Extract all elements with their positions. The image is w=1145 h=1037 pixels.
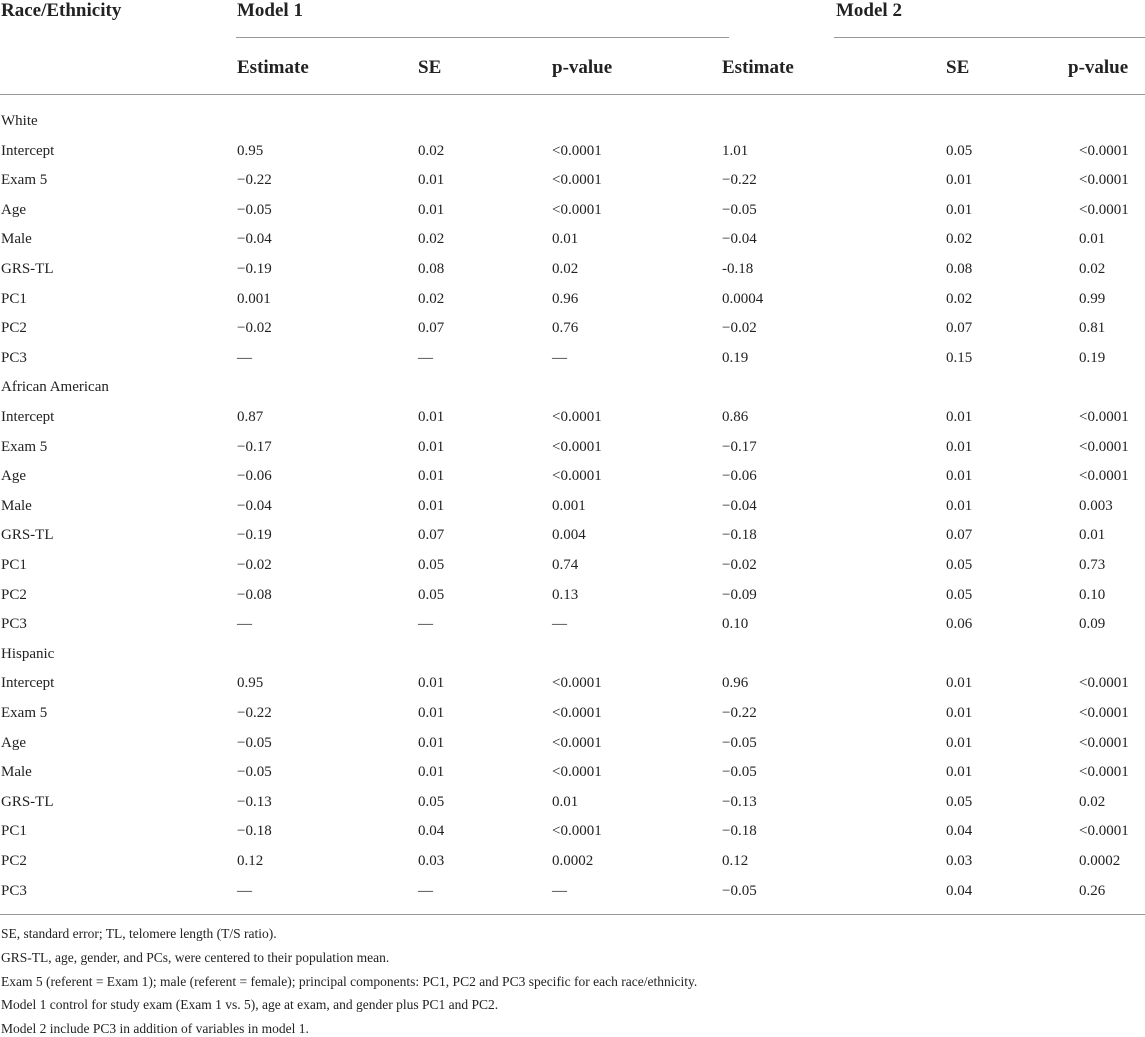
m1-se-cell: 0.01 <box>418 438 445 455</box>
m2-pvalue-cell: 0.01 <box>1079 527 1106 544</box>
header-bottom-rule <box>0 94 1145 95</box>
m2-se-cell: 0.06 <box>946 616 973 633</box>
model1-header: Model 1 <box>237 0 303 21</box>
m1-se-cell: — <box>418 616 433 633</box>
m2-pvalue-cell: 0.09 <box>1079 616 1106 633</box>
row-label-cell: PC3 <box>1 349 27 366</box>
m1-se-cell: — <box>418 882 433 899</box>
m2-pvalue-cell: <0.0001 <box>1079 823 1129 840</box>
m1-se-cell: 0.02 <box>418 290 445 307</box>
m2-se-cell: 0.04 <box>946 882 973 899</box>
footnote: Model 1 control for study exam (Exam 1 vs. 5), age at exam, and gender plus PC1 and PC2. <box>1 997 499 1012</box>
footnote: SE, standard error; TL, telomere length (T/S ratio). <box>1 926 277 941</box>
m1-se-cell: 0.01 <box>418 734 445 751</box>
m2-pvalue-cell: <0.0001 <box>1079 734 1129 751</box>
m2-se-cell: 0.01 <box>946 468 973 485</box>
m1-pvalue-cell: 0.01 <box>552 793 579 810</box>
m2-estimate-cell: −0.02 <box>722 557 757 573</box>
row-label-cell: Male <box>1 231 32 248</box>
row-label-cell: PC3 <box>1 882 27 899</box>
m2-pvalue-cell: 0.02 <box>1079 261 1106 277</box>
m1-se-cell: 0.01 <box>418 764 445 781</box>
m2-pvalue-cell: 0.01 <box>1079 231 1106 248</box>
row-label-cell: PC1 <box>1 557 27 573</box>
m2-pvalue-cell: 0.10 <box>1079 586 1106 603</box>
m2-pvalue-cell: 0.99 <box>1079 290 1106 307</box>
m2-estimate-cell: 0.12 <box>722 853 749 869</box>
m2-se-cell: 0.05 <box>946 793 973 810</box>
m1-pvalue-cell: 0.001 <box>552 497 586 514</box>
footnote: GRS-TL, age, gender, and PCs, were centered to their population mean. <box>1 950 390 965</box>
row-label-cell: PC2 <box>1 853 27 869</box>
m1-pvalue-cell: 0.76 <box>552 320 579 337</box>
row-label-cell: PC1 <box>1 290 27 307</box>
row-label-cell: GRS-TL <box>1 527 54 544</box>
m1-se-cell: — <box>418 349 433 366</box>
m1-se-cell: 0.01 <box>418 409 445 425</box>
footnote: Exam 5 (referent = Exam 1); male (referent = female); principal components: PC1, PC2 and PC3 specific for each race/ethnicity. <box>1 974 698 989</box>
m2-estimate-cell: −0.04 <box>722 231 757 248</box>
group-label: White <box>1 113 38 129</box>
m1-estimate-cell: −0.13 <box>237 793 272 810</box>
m2-pvalue-cell: <0.0001 <box>1079 142 1129 159</box>
m1-estimate-cell: −0.22 <box>237 172 272 189</box>
m1-estimate-cell: 0.95 <box>237 675 264 692</box>
m1-pvalue-cell: <0.0001 <box>552 409 602 425</box>
m2-estimate-cell: -0.18 <box>722 261 754 277</box>
m1-pvalue-cell: <0.0001 <box>552 468 602 485</box>
table-bottom-rule <box>0 914 1145 915</box>
row-label-cell: Exam 5 <box>1 172 48 189</box>
m1-pvalue-cell: 0.0002 <box>552 853 594 869</box>
m2-pvalue-cell: <0.0001 <box>1079 675 1129 692</box>
m2-se-cell: 0.05 <box>946 557 973 573</box>
m1-pvalue-cell: <0.0001 <box>552 675 602 692</box>
m2-pvalue-cell: <0.0001 <box>1079 409 1129 425</box>
m1-pvalue-cell: — <box>552 616 567 633</box>
m2-estimate-cell: −0.05 <box>722 734 757 751</box>
row-label-cell: Male <box>1 764 32 781</box>
m2-pvalue-cell: 0.003 <box>1079 497 1113 514</box>
m2-se-cell: 0.03 <box>946 853 973 869</box>
m1-pvalue-cell: <0.0001 <box>552 142 602 159</box>
m2-pvalue-cell: 0.19 <box>1079 349 1106 366</box>
m2-estimate-cell: −0.06 <box>722 468 757 485</box>
m1-se-cell: 0.07 <box>418 527 445 544</box>
row-label-cell: PC2 <box>1 320 27 337</box>
m2-pvalue-cell: <0.0001 <box>1079 705 1129 721</box>
group-label: African American <box>1 379 109 396</box>
row-label-cell: Intercept <box>1 675 55 692</box>
group-label: Hispanic <box>1 645 55 662</box>
m1-estimate-cell: −0.08 <box>237 586 272 603</box>
m2-estimate-cell: −0.13 <box>722 793 757 810</box>
m1-estimate-cell: −0.02 <box>237 320 272 337</box>
model1-underline <box>236 37 729 38</box>
m2-estimate-cell: 0.19 <box>722 349 749 366</box>
m2-pvalue-cell: 0.0002 <box>1079 853 1121 869</box>
m2-se-cell: 0.04 <box>946 823 973 840</box>
m2-se-cell: 0.07 <box>946 527 973 544</box>
m1-estimate-cell: −0.04 <box>237 231 272 248</box>
m1-estimate-cell: 0.12 <box>237 853 264 869</box>
m1-pvalue-cell: <0.0001 <box>552 705 602 721</box>
m1-estimate-cell: −0.05 <box>237 734 272 751</box>
m2-estimate-cell: 0.86 <box>722 409 749 425</box>
m1-estimate-cell: −0.19 <box>237 261 272 277</box>
m2-estimate-cell: 0.0004 <box>722 290 764 307</box>
m1-estimate-header: Estimate <box>237 57 309 78</box>
m2-se-cell: 0.01 <box>946 438 973 455</box>
m2-se-header: SE <box>946 57 970 78</box>
m1-pvalue-cell: 0.13 <box>552 586 579 603</box>
m2-estimate-cell: −0.22 <box>722 705 757 721</box>
m1-se-cell: 0.08 <box>418 261 445 277</box>
m1-se-cell: 0.01 <box>418 468 445 485</box>
m1-pvalue-cell: 0.004 <box>552 527 586 544</box>
m1-se-cell: 0.01 <box>418 675 445 692</box>
m1-estimate-cell: −0.19 <box>237 527 272 544</box>
m2-se-cell: 0.05 <box>946 586 973 603</box>
m2-estimate-cell: −0.05 <box>722 201 757 218</box>
footnote: Model 2 include PC3 in addition of variables in model 1. <box>1 1021 309 1036</box>
m2-estimate-cell: −0.04 <box>722 497 757 514</box>
m2-se-cell: 0.01 <box>946 172 973 189</box>
m2-pvalue-cell: <0.0001 <box>1079 172 1129 189</box>
m2-pvalue-cell: <0.0001 <box>1079 438 1129 455</box>
m2-pvalue-cell: 0.73 <box>1079 557 1106 573</box>
m1-estimate-cell: — <box>237 882 252 899</box>
m1-se-cell: 0.01 <box>418 705 445 721</box>
m1-estimate-cell: −0.06 <box>237 468 272 485</box>
m1-estimate-cell: −0.22 <box>237 705 272 721</box>
m2-estimate-cell: −0.09 <box>722 586 757 603</box>
m1-pvalue-cell: <0.0001 <box>552 734 602 751</box>
m2-se-cell: 0.01 <box>946 764 973 781</box>
m2-pvalue-cell: <0.0001 <box>1079 764 1129 781</box>
m1-estimate-cell: 0.87 <box>237 409 264 425</box>
row-label-cell: Age <box>1 201 26 218</box>
m1-se-cell: 0.04 <box>418 823 445 840</box>
m1-pvalue-cell: <0.0001 <box>552 172 602 189</box>
model2-header: Model 2 <box>836 0 902 21</box>
m1-pvalue-cell: <0.0001 <box>552 823 602 840</box>
row-label-cell: Age <box>1 734 26 751</box>
row-label-cell: Exam 5 <box>1 438 48 455</box>
m1-pvalue-cell: <0.0001 <box>552 201 602 218</box>
m1-estimate-cell: 0.95 <box>237 142 264 159</box>
m2-se-cell: 0.01 <box>946 675 973 692</box>
m1-se-cell: 0.01 <box>418 172 445 189</box>
m2-se-cell: 0.01 <box>946 705 973 721</box>
m2-se-cell: 0.01 <box>946 201 973 218</box>
row-label-cell: PC1 <box>1 823 27 840</box>
m2-estimate-cell: −0.05 <box>722 764 757 781</box>
m2-pvalue-cell: 0.26 <box>1079 882 1106 899</box>
m2-estimate-cell: −0.05 <box>722 882 757 899</box>
m1-estimate-cell: — <box>237 349 252 366</box>
m2-estimate-cell: −0.17 <box>722 438 757 455</box>
row-label-cell: Exam 5 <box>1 705 48 721</box>
m2-se-cell: 0.01 <box>946 734 973 751</box>
m1-estimate-cell: 0.001 <box>237 290 271 307</box>
m1-pvalue-cell: — <box>552 882 567 899</box>
m1-estimate-cell: −0.02 <box>237 557 272 573</box>
m1-pvalue-cell: 0.01 <box>552 231 579 248</box>
row-label-cell: PC3 <box>1 616 27 633</box>
row-label-cell: Intercept <box>1 409 55 425</box>
m1-se-cell: 0.05 <box>418 586 445 603</box>
m2-se-cell: 0.02 <box>946 290 973 307</box>
race-ethnicity-header: Race/Ethnicity <box>1 0 122 21</box>
m2-pvalue-cell: <0.0001 <box>1079 201 1129 218</box>
m1-se-cell: 0.01 <box>418 201 445 218</box>
m1-se-cell: 0.07 <box>418 320 445 337</box>
m1-estimate-cell: — <box>237 616 252 633</box>
m2-pvalue-cell: <0.0001 <box>1079 468 1129 485</box>
m1-pvalue-header: p-value <box>552 57 613 78</box>
m1-pvalue-cell: 0.74 <box>552 557 579 573</box>
m2-estimate-cell: 0.96 <box>722 675 749 692</box>
m1-pvalue-cell: 0.02 <box>552 261 579 277</box>
m2-se-cell: 0.01 <box>946 497 973 514</box>
m1-se-header: SE <box>418 57 442 78</box>
m2-estimate-cell: −0.18 <box>722 527 757 544</box>
row-label-cell: Male <box>1 497 32 514</box>
row-label-cell: GRS-TL <box>1 261 54 277</box>
m1-estimate-cell: −0.17 <box>237 438 272 455</box>
m2-se-cell: 0.01 <box>946 409 973 425</box>
m2-estimate-cell: −0.02 <box>722 320 757 337</box>
m1-pvalue-cell: <0.0001 <box>552 764 602 781</box>
row-label-cell: GRS-TL <box>1 793 54 810</box>
m1-estimate-cell: −0.05 <box>237 201 272 218</box>
m2-pvalue-cell: 0.02 <box>1079 793 1106 810</box>
m2-estimate-cell: −0.18 <box>722 823 757 840</box>
m2-se-cell: 0.08 <box>946 261 973 277</box>
m1-estimate-cell: −0.18 <box>237 823 272 840</box>
m1-se-cell: 0.05 <box>418 793 445 810</box>
m2-estimate-cell: 0.10 <box>722 616 749 633</box>
m1-se-cell: 0.05 <box>418 557 445 573</box>
m1-se-cell: 0.02 <box>418 142 445 159</box>
model2-underline <box>834 37 1145 38</box>
m1-pvalue-cell: 0.96 <box>552 290 579 307</box>
m2-se-cell: 0.07 <box>946 320 973 337</box>
m2-se-cell: 0.02 <box>946 231 973 248</box>
m2-pvalue-header: p-value <box>1068 57 1129 78</box>
m2-se-cell: 0.05 <box>946 142 973 159</box>
m2-pvalue-cell: 0.81 <box>1079 320 1106 337</box>
row-label-cell: PC2 <box>1 586 27 603</box>
m2-estimate-header: Estimate <box>722 57 794 78</box>
m2-estimate-cell: 1.01 <box>722 142 749 159</box>
row-label-cell: Age <box>1 468 26 485</box>
m1-estimate-cell: −0.04 <box>237 497 272 514</box>
m1-estimate-cell: −0.05 <box>237 764 272 781</box>
m1-pvalue-cell: <0.0001 <box>552 438 602 455</box>
m1-pvalue-cell: — <box>552 349 567 366</box>
row-label-cell: Intercept <box>1 142 55 159</box>
m1-se-cell: 0.01 <box>418 497 445 514</box>
m1-se-cell: 0.03 <box>418 853 445 869</box>
m1-se-cell: 0.02 <box>418 231 445 248</box>
m2-estimate-cell: −0.22 <box>722 172 757 189</box>
m2-se-cell: 0.15 <box>946 349 973 366</box>
